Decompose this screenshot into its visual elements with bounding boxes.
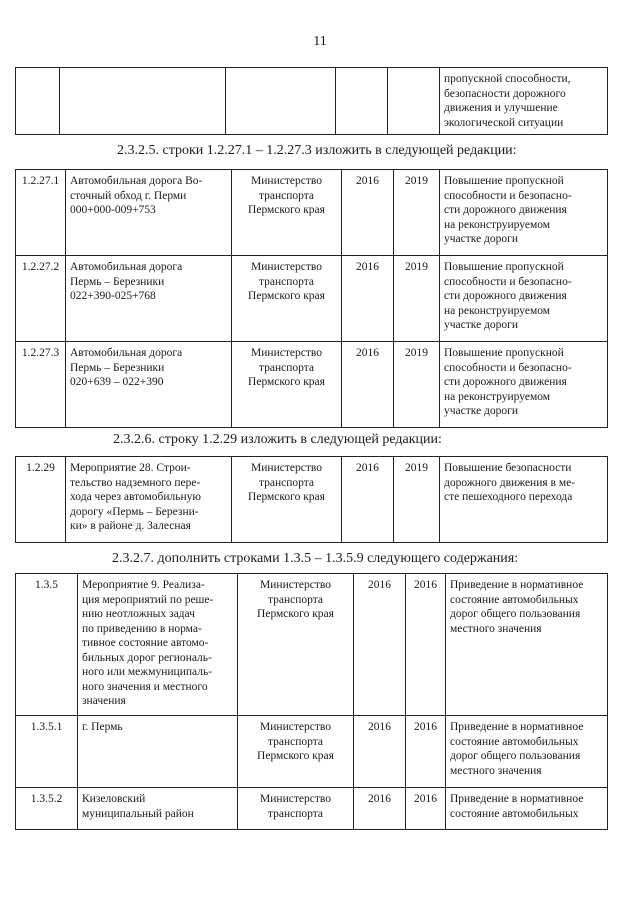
- purpose-cell: [440, 457, 608, 543]
- purpose-line: местного значения: [450, 764, 542, 777]
- purpose-line: на реконструируемом: [444, 304, 551, 317]
- start-year-cell: [336, 68, 388, 135]
- purpose-line: на реконструируемом: [444, 218, 551, 231]
- num-cell: 1.2.27.1: [16, 170, 66, 256]
- ministry-line: транспорта: [267, 593, 324, 606]
- purpose-line: участке дороги: [444, 233, 519, 245]
- name-line: ного значения и местного: [82, 680, 208, 693]
- purpose-line: на реконструируемом: [444, 390, 551, 403]
- name-line: муниципальный район: [82, 807, 194, 820]
- table-1: [15, 169, 608, 428]
- ministry-line: Пермского края: [257, 608, 334, 620]
- end-year-cell: 2019: [394, 457, 440, 543]
- purpose-line: Приведение в нормативное: [450, 793, 584, 805]
- name-line: 000+000-009+753: [70, 204, 156, 216]
- name-cell: [66, 342, 232, 428]
- table-row: [16, 256, 608, 342]
- purpose-cell: [440, 170, 608, 256]
- ministry-line: Пермского края: [248, 204, 325, 216]
- name-line: нию неотложных задач: [82, 608, 195, 620]
- purpose-line: сте пешеходного перехода: [444, 491, 573, 503]
- purpose-line: Повышение пропускной: [444, 261, 564, 273]
- name-line: ция мероприятий по реше-: [82, 593, 214, 606]
- continuation-table: [15, 67, 608, 135]
- start-year-cell: 2016: [342, 342, 394, 428]
- purpose-line: Приведение в нормативное: [450, 579, 584, 591]
- name-line: бильных дорог региональ-: [82, 651, 212, 664]
- name-cell: [78, 574, 238, 716]
- table-row: [16, 68, 608, 135]
- name-line: Мероприятие 28. Строи-: [70, 462, 191, 474]
- purpose-line: состояние автомобильных: [450, 807, 579, 820]
- name-cell: [60, 68, 226, 135]
- purpose-line: способности и безопасно-: [444, 361, 572, 374]
- ministry-line: Пермского края: [248, 376, 325, 388]
- ministry-line: Пермского края: [248, 491, 325, 503]
- end-year-cell: 2019: [394, 342, 440, 428]
- purpose-line: участке дороги: [444, 319, 519, 331]
- purpose-line: дорог общего пользования: [450, 750, 581, 762]
- ministry-line: Пермского края: [257, 750, 334, 762]
- end-year-cell: 2016: [406, 716, 446, 788]
- ministry-cell: [232, 256, 342, 342]
- ministry-line: транспорта: [267, 735, 324, 748]
- purpose-line: состояние автомобильных: [450, 735, 579, 748]
- table-2: [15, 456, 608, 543]
- purpose-line: участке дороги: [444, 405, 519, 417]
- end-year-cell: 2016: [406, 788, 446, 830]
- name-line: сточный обход г. Перми: [70, 189, 187, 202]
- num-cell: 1.2.29: [16, 457, 66, 543]
- ministry-line: Министерство: [251, 261, 322, 273]
- ministry-cell: [238, 788, 354, 830]
- name-line: хода через автомобильную: [70, 491, 202, 503]
- name-line: г. Пермь: [82, 721, 123, 733]
- name-cell: [78, 788, 238, 830]
- num-cell: 1.2.27.2: [16, 256, 66, 342]
- purpose-line: Повышение пропускной: [444, 347, 564, 359]
- start-year-cell: 2016: [342, 256, 394, 342]
- purpose-cell: [440, 256, 608, 342]
- name-line: Пермь – Березники: [70, 275, 165, 288]
- name-line: ного или межмуниципаль-: [82, 666, 213, 678]
- table-row: [16, 342, 608, 428]
- ministry-line: Министерство: [251, 347, 322, 359]
- num-cell: 1.3.5.1: [16, 716, 78, 788]
- name-line: Автомобильная дорога: [70, 261, 183, 273]
- purpose-line: сти дорожного движения: [444, 290, 567, 302]
- ministry-cell: [238, 716, 354, 788]
- ministry-line: транспорта: [258, 189, 315, 202]
- num-cell: 1.3.5: [16, 574, 78, 716]
- end-year-cell: 2016: [406, 574, 446, 716]
- name-cell: [66, 256, 232, 342]
- name-line: Автомобильная дорога Во-: [70, 175, 203, 187]
- ministry-cell: [232, 342, 342, 428]
- purpose-line: состояние автомобильных: [450, 593, 579, 606]
- purpose-line: местного значения: [450, 622, 542, 635]
- purpose-line: экологической ситуации: [444, 116, 564, 129]
- table-row: [16, 788, 608, 830]
- table-row: [16, 457, 608, 543]
- name-line: 020+639 – 022+390: [70, 376, 164, 388]
- name-line: тивное состояние автомо-: [82, 637, 209, 649]
- purpose-line: движения и улучшение: [444, 102, 558, 114]
- name-line: Автомобильная дорога: [70, 347, 183, 359]
- ministry-line: транспорта: [258, 275, 315, 288]
- table-3: [15, 573, 608, 830]
- name-line: по приведению в норма-: [82, 622, 202, 635]
- end-year-cell: 2019: [394, 256, 440, 342]
- name-line: Кизеловский: [82, 793, 146, 805]
- name-line: тельство надземного пере-: [70, 476, 201, 489]
- purpose-line: дорожного движения в ме-: [444, 476, 576, 489]
- name-cell: [66, 170, 232, 256]
- ministry-line: транспорта: [258, 361, 315, 374]
- ministry-line: Министерство: [260, 579, 331, 591]
- section-caption-1: 2.3.2.5. строки 1.2.27.1 – 1.2.27.3 изложить в следующей редакции:: [117, 143, 517, 158]
- ministry-line: транспорта: [267, 807, 324, 820]
- purpose-line: способности и безопасно-: [444, 275, 572, 288]
- purpose-cell: [446, 574, 608, 716]
- end-year-cell: [388, 68, 440, 135]
- name-line: дорогу «Пермь – Березни-: [70, 505, 199, 518]
- section-caption-3: 2.3.2.7. дополнить строками 1.3.5 – 1.3.5.9 следующего содержания:: [112, 551, 519, 566]
- num-cell: 1.2.27.3: [16, 342, 66, 428]
- name-line: 022+390-025+768: [70, 290, 156, 302]
- name-line: значения: [82, 695, 126, 707]
- purpose-line: Повышение безопасности: [444, 462, 572, 474]
- purpose-cell: [446, 716, 608, 788]
- purpose-cell: [446, 788, 608, 830]
- ministry-line: транспорта: [258, 476, 315, 489]
- purpose-line: пропускной способности,: [444, 73, 571, 85]
- table-row: [16, 170, 608, 256]
- purpose-line: безопасности дорожного: [444, 87, 566, 100]
- purpose-line: Повышение пропускной: [444, 175, 564, 187]
- table-row: [16, 716, 608, 788]
- name-line: Мероприятие 9. Реализа-: [82, 579, 205, 591]
- table-row: [16, 574, 608, 716]
- ministry-line: Пермского края: [248, 290, 325, 302]
- section-caption-2: 2.3.2.6. строку 1.2.29 изложить в следующей редакции:: [113, 432, 442, 447]
- start-year-cell: 2016: [342, 457, 394, 543]
- purpose-line: Приведение в нормативное: [450, 721, 584, 733]
- start-year-cell: 2016: [354, 574, 406, 716]
- ministry-cell: [226, 68, 336, 135]
- ministry-cell: [232, 457, 342, 543]
- start-year-cell: 2016: [342, 170, 394, 256]
- ministry-cell: [232, 170, 342, 256]
- start-year-cell: 2016: [354, 788, 406, 830]
- purpose-cell: [440, 68, 608, 135]
- page-number: 11: [313, 34, 327, 49]
- ministry-line: Министерство: [260, 793, 331, 805]
- start-year-cell: 2016: [354, 716, 406, 788]
- name-line: ки» в районе д. Залесная: [70, 520, 191, 532]
- end-year-cell: 2019: [394, 170, 440, 256]
- purpose-cell: [440, 342, 608, 428]
- name-cell: [78, 716, 238, 788]
- purpose-line: сти дорожного движения: [444, 376, 567, 388]
- ministry-cell: [238, 574, 354, 716]
- num-cell: 1.3.5.2: [16, 788, 78, 830]
- num-cell: [16, 68, 60, 135]
- ministry-line: Министерство: [251, 175, 322, 187]
- purpose-line: дорог общего пользования: [450, 608, 581, 620]
- ministry-line: Министерство: [260, 721, 331, 733]
- name-line: Пермь – Березники: [70, 361, 165, 374]
- name-cell: [66, 457, 232, 543]
- ministry-line: Министерство: [251, 462, 322, 474]
- purpose-line: сти дорожного движения: [444, 204, 567, 216]
- purpose-line: способности и безопасно-: [444, 189, 572, 202]
